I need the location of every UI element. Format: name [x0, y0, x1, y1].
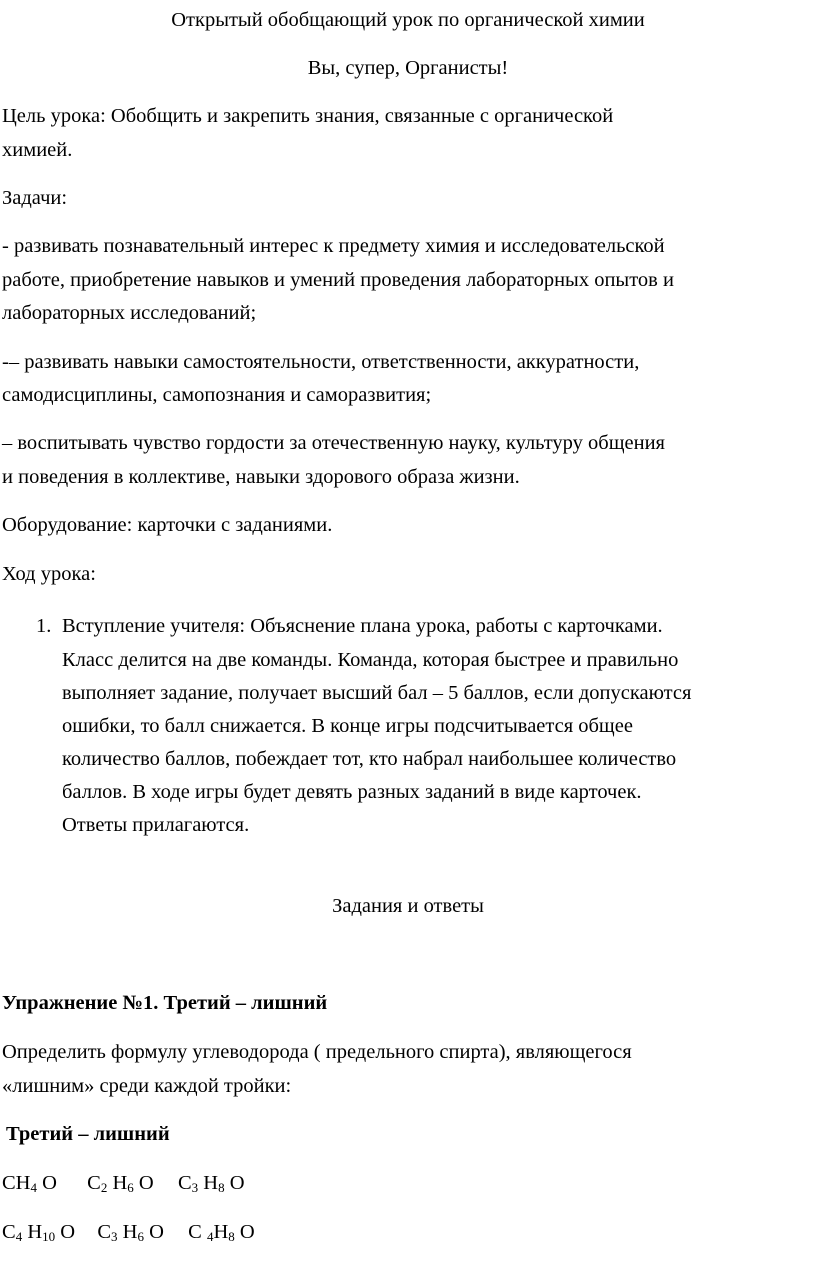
course-item-line-3: выполняет задание, получает высший бал – 5 баллов, если допускаются: [62, 682, 692, 704]
exercise-1-subheading: Третий – лишний: [6, 1123, 170, 1145]
formula-c2h6o: $C_2$ $H_6$ O: [87, 1172, 154, 1195]
formula-row-1: [2, 1171, 245, 1195]
equipment-text: Оборудование: карточки с заданиями.: [2, 514, 333, 536]
formula-c3h8o: $C_3$ $H_8$ O: [177, 1172, 245, 1195]
formula-c4h10o: $C_4$ $H_{10}$ O: [2, 1221, 76, 1244]
course-item-line-4: ошибки, то балл снижается. В конце игры подсчитывается общее: [62, 715, 633, 737]
course-item-line-1: Вступление учителя: Объяснение плана урока, работы с карточками.: [62, 615, 663, 637]
exercise-1-heading: Упражнение №1. Третий – лишний: [2, 992, 328, 1014]
formula-c3h6o: $C_3$ $H_6$ O: [97, 1221, 164, 1244]
page-subtitle: Вы, супер, Органисты!: [307, 57, 509, 79]
formula-row-2: [2, 1220, 255, 1244]
task-3-line-1: – воспитывать чувство гордости за отечественную науку, культуру общения: [2, 432, 665, 454]
course-item-line-7: Ответы прилагаются.: [62, 814, 250, 836]
task-3-line-2: и поведения в коллективе, навыки здорового образа жизни.: [2, 466, 520, 488]
section-heading: Задания и ответы: [332, 895, 484, 917]
goal-line-1: Цель урока: Обобщить и закрепить знания, связанные с органической: [2, 105, 614, 127]
course-item-number: 1.: [36, 615, 52, 637]
course-heading: Ход урока:: [2, 563, 96, 585]
task-1-line-1: - развивать познавательный интерес к предмету химия и исследовательской: [2, 235, 665, 257]
course-item-line-2: Класс делится на две команды. Команда, которая быстрее и правильно: [62, 649, 679, 671]
course-item-line-5: количество баллов, побеждает тот, кто набрал наибольшее количество: [62, 748, 677, 770]
exercise-1-instruction-line-1: Определить формулу углеводорода ( предельного спирта), являющегося: [2, 1041, 632, 1063]
task-2-line-1: -– развивать навыки самостоятельности, ответственности, аккуратности,: [2, 351, 640, 373]
course-item-line-6: баллов. В ходе игры будет девять разных заданий в виде карточек.: [62, 781, 642, 803]
exercise-1-instruction-line-2: «лишним» среди каждой тройки:: [2, 1075, 292, 1097]
formula-c4h8o: C $_4H_8$ O: [188, 1221, 255, 1244]
page-title: Открытый обобщающий урок по органической химии: [171, 9, 645, 31]
task-2-line-2: самодисциплины, самопознания и саморазвития;: [2, 384, 432, 406]
formula-ch4o: $CH_4$ O: [2, 1172, 57, 1195]
tasks-heading: Задачи:: [2, 187, 68, 209]
task-1-line-3: лабораторных исследований;: [2, 302, 257, 324]
goal-line-2: химией.: [2, 139, 73, 161]
task-1-line-2: работе, приобретение навыков и умений проведения лабораторных опытов и: [2, 269, 674, 291]
